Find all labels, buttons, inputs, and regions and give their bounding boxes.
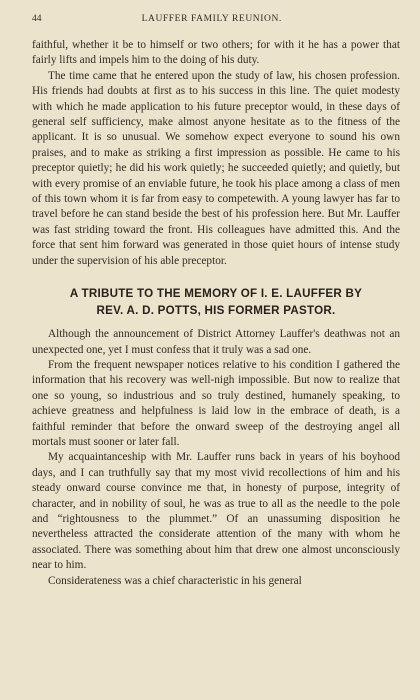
tribute-paragraph-2: From the frequent newspaper notices relative to his condition I gathered the information that his recovery was well-nigh impossible. But now to realize that one so young, so industrious and so truly destined, humanely speaking, to achieve greatness and helpfulness is laid low in the embrace of death, is a faithful reminder that before the onward sweep of the destroying angel all mortals must sooner or later fall. [32,358,400,448]
section-heading-line-2: REV. A. D. POTTS, HIS FORMER PASTOR. [96,303,336,317]
tribute-paragraph-3: My acquaintanceship with Mr. Lauffer runs back in years of his boyhood days, and I can truthfully say that my most vivid recollections of him and his steady onward course convince me that, in honesty of purpose, integrity of character, and in nobility of soul, he was as true to all as the needle to the pole and “rightousness to the plummet.” Of an unassuming disposition he nevertheless attracted the considerate attention of the many with whom he associated. There was something about him that drew one almost unconsciously near to him. [32,451,400,572]
section-heading [32,286,400,319]
running-title: LAUFFER FAMILY REUNION. [141,14,282,24]
paragraph-continuation: faithful, whether it be to himself or two others; for with it he has a power that fairly lifts and impels him to the doing of his duty. [32,39,400,67]
running-header [32,14,400,24]
page-number: 44 [32,14,42,24]
body-text [32,38,400,589]
tribute-paragraph-1: Although the announcement of District Attorney Lauffer's deathwas not an unexpected one, yet I must confess that it truly was a sad one. [32,328,400,356]
tribute-paragraph-4: Considerateness was a chief characteristic in his general [48,574,302,587]
paragraph-law-study: The time came that he entered upon the study of law, his chosen profession. His friends had doubts at first as to his success in this line. The quiet modesty with which he made application to his future preceptor would, in these days of general self sufficiency, make almost anyone hesitate as to the fitness of the applicant. It is so unusual. We somehow expect everyone to sound his own praises, and to make as striking a first impression as possible. He came to his preceptor quietly; he did his work quietly; he succeeded quietly; and quietly, but with every promise of an enviable future, he took his place among a class of men of this town whom it is far from easy to competewith. A young lawyer has far to travel before he can stand beside the best of his profession here. But Mr. Lauffer was fast striding toward the front. His colleagues have admitted this. And the force that sent him forward was generated in those quiet hours of intense study under the supervision of his able preceptor. [32,69,400,267]
section-heading-line-1: A TRIBUTE TO THE MEMORY OF I. E. LAUFFER BY [69,287,363,301]
